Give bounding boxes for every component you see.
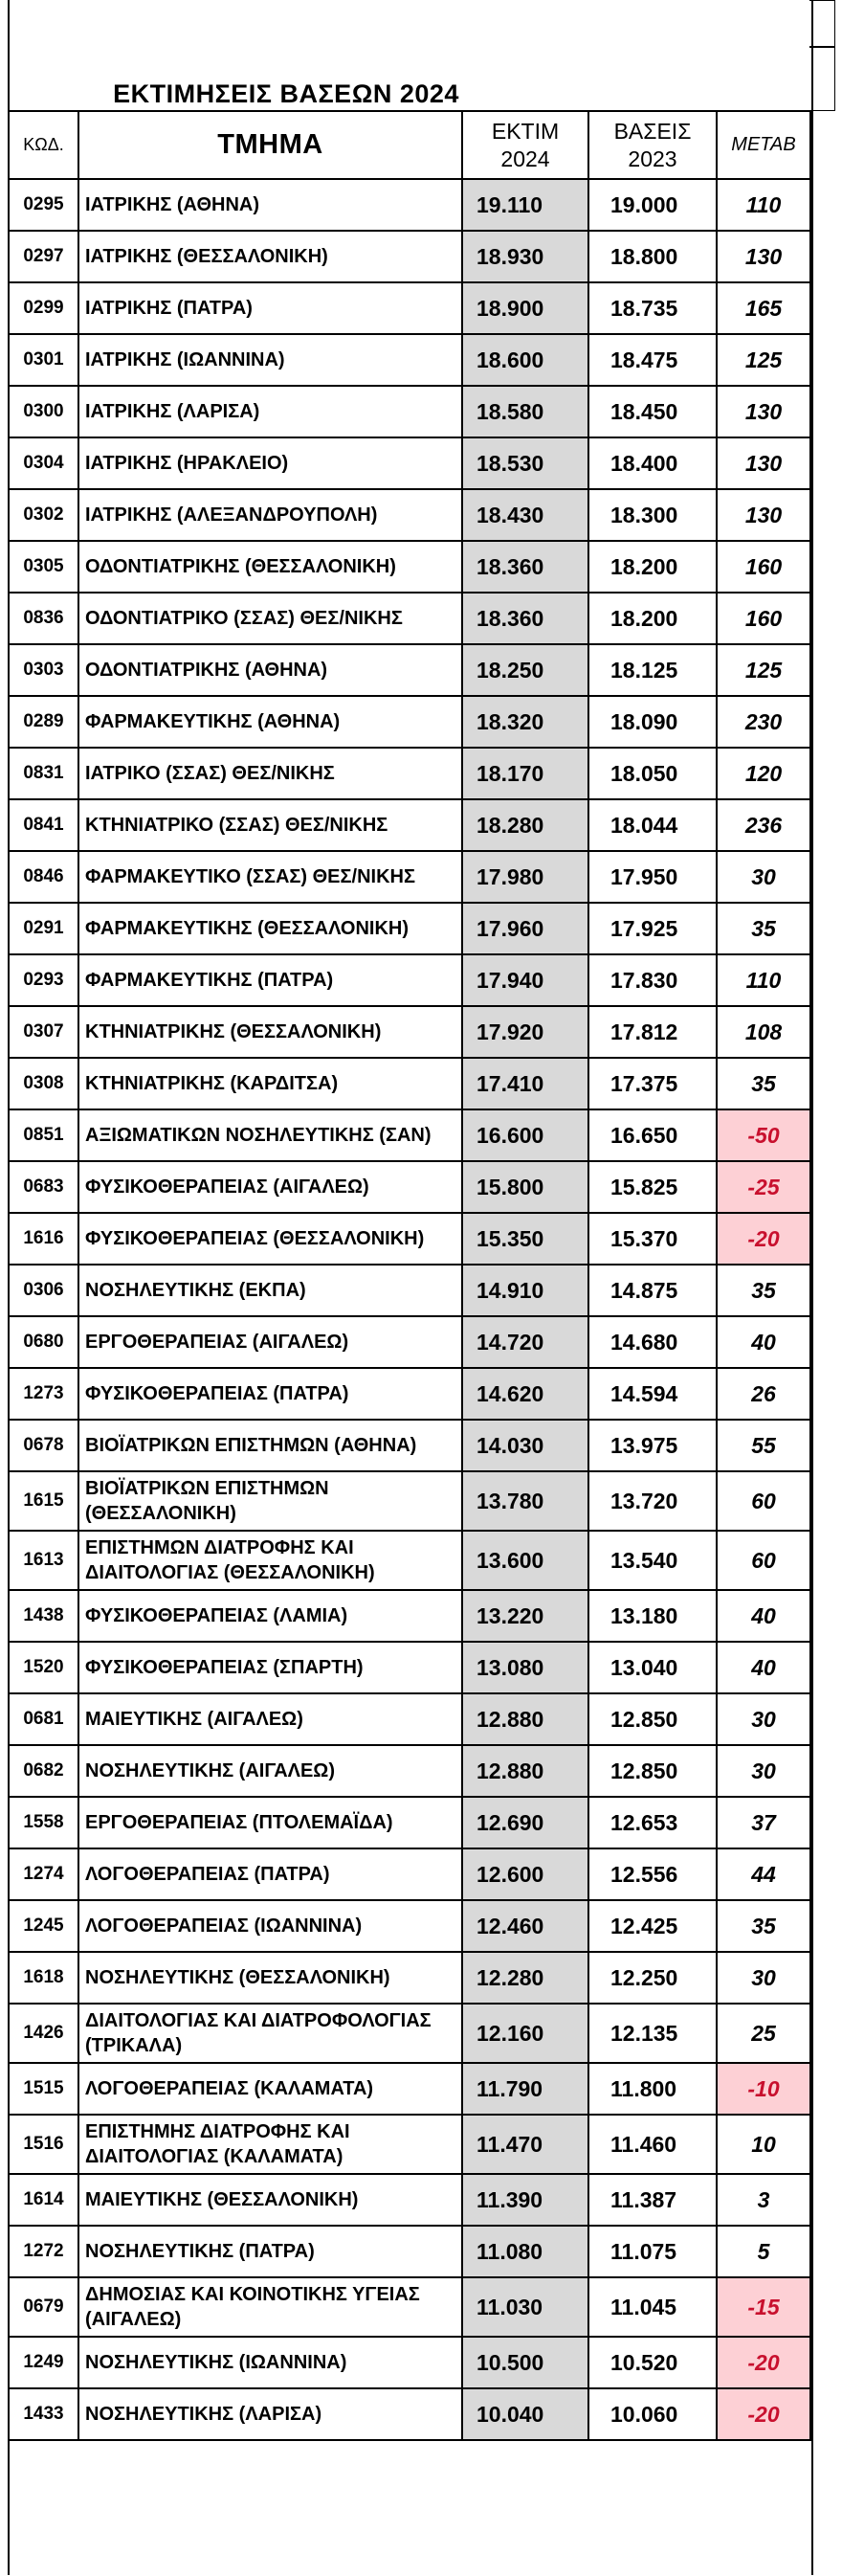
table-row — [9, 1848, 810, 1900]
change-cell: 35 — [717, 903, 810, 954]
base-cell: 11.075 — [588, 2226, 717, 2277]
estimate-cell: 11.390 — [462, 2174, 588, 2226]
change-cell: 30 — [717, 1693, 810, 1745]
page-title: ΕΚΤΙΜΗΣΕΙΣ ΒΑΣΕΩΝ 2024 — [113, 79, 459, 108]
base-cell: 18.044 — [588, 799, 717, 851]
base-cell: 12.653 — [588, 1797, 717, 1848]
base-cell: 15.370 — [588, 1213, 717, 1265]
table-row — [9, 748, 810, 799]
table-row — [9, 1161, 810, 1213]
base-cell: 11.045 — [588, 2277, 717, 2337]
department-cell: ΔΙΑΙΤΟΛΟΓΙΑΣ ΚΑΙ ΔΙΑΤΡΟΦΟΛΟΓΙΑΣ (ΤΡΙΚΑΛΑ) — [78, 2004, 462, 2063]
department-cell: ΝΟΣΗΛΕΥΤΙΚΗΣ (ΑΙΓΑΛΕΩ) — [78, 1745, 462, 1797]
code-cell: 0302 — [9, 489, 78, 541]
department-cell: ΦΑΡΜΑΚΕΥΤΙΚΗΣ (ΘΕΣΣΑΛΟΝΙΚΗ) — [78, 903, 462, 954]
table-row — [9, 2337, 810, 2388]
header-estimate — [462, 111, 588, 179]
department-cell: ΚΤΗΝΙΑΤΡΙΚΟ (ΣΣΑΣ) ΘΕΣ/ΝΙΚΗΣ — [78, 799, 462, 851]
estimate-cell: 13.780 — [462, 1471, 588, 1531]
change-cell: -20 — [717, 2337, 810, 2388]
code-cell: 0306 — [9, 1265, 78, 1316]
header-bases-line1: ΒΑΣΕΙΣ — [613, 118, 692, 144]
table-row — [9, 1471, 810, 1531]
base-cell: 18.050 — [588, 748, 717, 799]
code-cell: 0680 — [9, 1316, 78, 1368]
code-cell: 0300 — [9, 386, 78, 437]
change-cell: 26 — [717, 1368, 810, 1420]
change-cell: -50 — [717, 1109, 810, 1161]
base-cell: 13.720 — [588, 1471, 717, 1531]
change-cell: 60 — [717, 1471, 810, 1531]
table-row — [9, 2388, 810, 2440]
code-cell: 1272 — [9, 2226, 78, 2277]
change-cell: 110 — [717, 179, 810, 231]
estimate-cell: 18.900 — [462, 282, 588, 334]
code-cell: 0308 — [9, 1058, 78, 1109]
base-cell: 10.060 — [588, 2388, 717, 2440]
base-cell: 18.475 — [588, 334, 717, 386]
estimate-cell: 18.530 — [462, 437, 588, 489]
department-cell: ΙΑΤΡΙΚΗΣ (ΗΡΑΚΛΕΙΟ) — [78, 437, 462, 489]
department-cell: ΟΔΟΝΤΙΑΤΡΙΚΟ (ΣΣΑΣ) ΘΕΣ/ΝΙΚΗΣ — [78, 593, 462, 644]
change-cell: 125 — [717, 644, 810, 696]
code-cell: 0304 — [9, 437, 78, 489]
change-cell: 130 — [717, 437, 810, 489]
table-row — [9, 1531, 810, 1590]
base-cell: 12.135 — [588, 2004, 717, 2063]
change-cell: 40 — [717, 1316, 810, 1368]
code-cell: 1426 — [9, 2004, 78, 2063]
estimate-cell: 18.360 — [462, 541, 588, 593]
code-cell: 0301 — [9, 334, 78, 386]
department-cell: ΙΑΤΡΙΚΗΣ (ΛΑΡΙΣΑ) — [78, 386, 462, 437]
estimate-cell: 17.920 — [462, 1006, 588, 1058]
table-row — [9, 1213, 810, 1265]
estimate-cell: 17.960 — [462, 903, 588, 954]
table-row — [9, 489, 810, 541]
code-cell: 1520 — [9, 1642, 78, 1693]
base-cell: 11.387 — [588, 2174, 717, 2226]
estimate-cell: 16.600 — [462, 1109, 588, 1161]
estimate-cell: 11.030 — [462, 2277, 588, 2337]
code-cell: 1614 — [9, 2174, 78, 2226]
table-row — [9, 1316, 810, 1368]
header-estimate-line2: 2024 — [500, 146, 550, 171]
change-cell: 30 — [717, 851, 810, 903]
code-cell: 0682 — [9, 1745, 78, 1797]
department-cell: ΙΑΤΡΙΚΗΣ (ΑΛΕΞΑΝΔΡΟΥΠΟΛΗ) — [78, 489, 462, 541]
change-cell: 55 — [717, 1420, 810, 1471]
base-cell: 18.450 — [588, 386, 717, 437]
department-cell: ΕΡΓΟΘΕΡΑΠΕΙΑΣ (ΠΤΟΛΕΜΑΪΔΑ) — [78, 1797, 462, 1848]
code-cell: 0841 — [9, 799, 78, 851]
base-cell: 14.680 — [588, 1316, 717, 1368]
base-cell: 17.830 — [588, 954, 717, 1006]
estimate-cell: 11.470 — [462, 2115, 588, 2174]
estimate-cell: 12.280 — [462, 1952, 588, 2004]
base-cell: 11.800 — [588, 2063, 717, 2115]
department-cell: ΟΔΟΝΤΙΑΤΡΙΚΗΣ (ΑΘΗΝΑ) — [78, 644, 462, 696]
department-cell: ΝΟΣΗΛΕΥΤΙΚΗΣ (ΕΚΠΑ) — [78, 1265, 462, 1316]
estimate-cell: 12.600 — [462, 1848, 588, 1900]
code-cell: 0293 — [9, 954, 78, 1006]
base-cell: 18.400 — [588, 437, 717, 489]
table-row — [9, 334, 810, 386]
code-cell: 0299 — [9, 282, 78, 334]
code-cell: 1613 — [9, 1531, 78, 1590]
table-row — [9, 2277, 810, 2337]
department-cell: ΝΟΣΗΛΕΥΤΙΚΗΣ (ΙΩΑΝΝΙΝΑ) — [78, 2337, 462, 2388]
department-cell: ΜΑΙΕΥΤΙΚΗΣ (ΘΕΣΣΑΛΟΝΙΚΗ) — [78, 2174, 462, 2226]
base-cell: 14.875 — [588, 1265, 717, 1316]
estimate-cell: 18.320 — [462, 696, 588, 748]
header-bases-line2: 2023 — [628, 146, 677, 171]
base-cell: 17.375 — [588, 1058, 717, 1109]
table-row — [9, 2063, 810, 2115]
code-cell: 1274 — [9, 1848, 78, 1900]
table-row — [9, 903, 810, 954]
table-row — [9, 1797, 810, 1848]
table-row — [9, 1900, 810, 1952]
estimate-cell: 10.500 — [462, 2337, 588, 2388]
department-cell: ΕΠΙΣΤΗΜΩΝ ΔΙΑΤΡΟΦΗΣ ΚΑΙ ΔΙΑΙΤΟΛΟΓΙΑΣ (ΘΕΣΣΑΛΟΝΙΚΗ) — [78, 1531, 462, 1590]
estimate-cell: 18.430 — [462, 489, 588, 541]
code-cell: 0303 — [9, 644, 78, 696]
change-cell: 165 — [717, 282, 810, 334]
department-cell: ΕΡΓΟΘΕΡΑΠΕΙΑΣ (ΑΙΓΑΛΕΩ) — [78, 1316, 462, 1368]
base-cell: 14.594 — [588, 1368, 717, 1420]
department-cell: ΙΑΤΡΙΚΗΣ (ΘΕΣΣΑΛΟΝΙΚΗ) — [78, 231, 462, 282]
base-cell: 13.040 — [588, 1642, 717, 1693]
department-cell: ΙΑΤΡΙΚΗΣ (ΠΑΤΡΑ) — [78, 282, 462, 334]
change-cell: -10 — [717, 2063, 810, 2115]
table-row — [9, 231, 810, 282]
estimate-cell: 18.580 — [462, 386, 588, 437]
department-cell: ΝΟΣΗΛΕΥΤΙΚΗΣ (ΠΑΤΡΑ) — [78, 2226, 462, 2277]
code-cell: 0851 — [9, 1109, 78, 1161]
code-cell: 0846 — [9, 851, 78, 903]
estimate-cell: 18.280 — [462, 799, 588, 851]
change-cell: -20 — [717, 1213, 810, 1265]
change-cell: -15 — [717, 2277, 810, 2337]
estimate-cell: 13.080 — [462, 1642, 588, 1693]
table-row — [9, 1420, 810, 1471]
estimate-cell: 18.250 — [462, 644, 588, 696]
estimate-cell: 12.160 — [462, 2004, 588, 2063]
code-cell: 0831 — [9, 748, 78, 799]
department-cell: ΦΥΣΙΚΟΘΕΡΑΠΕΙΑΣ (ΛΑΜΙΑ) — [78, 1590, 462, 1642]
estimate-cell: 18.600 — [462, 334, 588, 386]
base-cell: 18.200 — [588, 593, 717, 644]
estimate-cell: 10.040 — [462, 2388, 588, 2440]
base-cell: 13.540 — [588, 1531, 717, 1590]
change-cell: 130 — [717, 231, 810, 282]
table-row — [9, 593, 810, 644]
code-cell: 0683 — [9, 1161, 78, 1213]
change-cell: 35 — [717, 1900, 810, 1952]
base-cell: 18.090 — [588, 696, 717, 748]
estimate-cell: 19.110 — [462, 179, 588, 231]
table-row — [9, 1006, 810, 1058]
estimates-table — [8, 110, 811, 2441]
estimate-cell: 17.980 — [462, 851, 588, 903]
department-cell: ΦΥΣΙΚΟΘΕΡΑΠΕΙΑΣ (ΑΙΓΑΛΕΩ) — [78, 1161, 462, 1213]
table-row — [9, 954, 810, 1006]
department-cell: ΦΑΡΜΑΚΕΥΤΙΚΗΣ (ΠΑΤΡΑ) — [78, 954, 462, 1006]
header-change: ΜΕΤΑΒ — [717, 111, 810, 179]
table-row — [9, 282, 810, 334]
estimate-cell: 11.080 — [462, 2226, 588, 2277]
department-cell: ΦΥΣΙΚΟΘΕΡΑΠΕΙΑΣ (ΠΑΤΡΑ) — [78, 1368, 462, 1420]
base-cell: 12.556 — [588, 1848, 717, 1900]
base-cell: 18.300 — [588, 489, 717, 541]
estimate-cell: 12.690 — [462, 1797, 588, 1848]
code-cell: 1558 — [9, 1797, 78, 1848]
base-cell: 16.650 — [588, 1109, 717, 1161]
code-cell: 0291 — [9, 903, 78, 954]
department-cell: ΚΤΗΝΙΑΤΡΙΚΗΣ (ΘΕΣΣΑΛΟΝΙΚΗ) — [78, 1006, 462, 1058]
code-cell: 1515 — [9, 2063, 78, 2115]
code-cell: 1618 — [9, 1952, 78, 2004]
code-cell: 1273 — [9, 1368, 78, 1420]
estimate-cell: 11.790 — [462, 2063, 588, 2115]
change-cell: 110 — [717, 954, 810, 1006]
base-cell: 10.520 — [588, 2337, 717, 2388]
department-cell: ΝΟΣΗΛΕΥΤΙΚΗΣ (ΛΑΡΙΣΑ) — [78, 2388, 462, 2440]
department-cell: ΑΞΙΩΜΑΤΙΚΩΝ ΝΟΣΗΛΕΥΤΙΚΗΣ (ΣΑΝ) — [78, 1109, 462, 1161]
department-cell: ΝΟΣΗΛΕΥΤΙΚΗΣ (ΘΕΣΣΑΛΟΝΙΚΗ) — [78, 1952, 462, 2004]
code-cell: 1438 — [9, 1590, 78, 1642]
header-estimate-line1: ΕΚΤΙΜ — [491, 118, 560, 144]
estimate-cell: 17.940 — [462, 954, 588, 1006]
code-cell: 0679 — [9, 2277, 78, 2337]
code-cell: 0289 — [9, 696, 78, 748]
estimate-cell: 17.410 — [462, 1058, 588, 1109]
change-cell: 44 — [717, 1848, 810, 1900]
change-cell: -25 — [717, 1161, 810, 1213]
change-cell: 230 — [717, 696, 810, 748]
table-row — [9, 1642, 810, 1693]
department-cell: ΛΟΓΟΘΕΡΑΠΕΙΑΣ (ΙΩΑΝΝΙΝΑ) — [78, 1900, 462, 1952]
change-cell: 60 — [717, 1531, 810, 1590]
table-row — [9, 644, 810, 696]
base-cell: 18.800 — [588, 231, 717, 282]
department-cell: ΕΠΙΣΤΗΜΗΣ ΔΙΑΤΡΟΦΗΣ ΚΑΙ ΔΙΑΙΤΟΛΟΓΙΑΣ (ΚΑΛΑΜΑΤΑ) — [78, 2115, 462, 2174]
table-row — [9, 1058, 810, 1109]
department-cell: ΙΑΤΡΙΚΗΣ (ΑΘΗΝΑ) — [78, 179, 462, 231]
change-cell: 160 — [717, 593, 810, 644]
change-cell: 35 — [717, 1265, 810, 1316]
change-cell: 5 — [717, 2226, 810, 2277]
code-cell: 0305 — [9, 541, 78, 593]
base-cell: 18.735 — [588, 282, 717, 334]
code-cell: 0297 — [9, 231, 78, 282]
department-cell: ΔΗΜΟΣΙΑΣ ΚΑΙ ΚΟΙΝΟΤΙΚΗΣ ΥΓΕΙΑΣ (ΑΙΓΑΛΕΩ) — [78, 2277, 462, 2337]
table-body — [9, 179, 810, 2440]
change-cell: 120 — [717, 748, 810, 799]
code-cell: 0295 — [9, 179, 78, 231]
estimate-cell: 14.620 — [462, 1368, 588, 1420]
estimate-cell: 12.460 — [462, 1900, 588, 1952]
code-cell: 1615 — [9, 1471, 78, 1531]
change-cell: 30 — [717, 1952, 810, 2004]
base-cell: 15.825 — [588, 1161, 717, 1213]
change-cell: 40 — [717, 1642, 810, 1693]
change-cell: 236 — [717, 799, 810, 851]
table-row — [9, 1745, 810, 1797]
department-cell: ΙΑΤΡΙΚΟ (ΣΣΑΣ) ΘΕΣ/ΝΙΚΗΣ — [78, 748, 462, 799]
table-row — [9, 179, 810, 231]
code-cell: 1249 — [9, 2337, 78, 2388]
table-row — [9, 1693, 810, 1745]
header-code: ΚΩΔ. — [9, 111, 78, 179]
code-cell: 1245 — [9, 1900, 78, 1952]
change-cell: 30 — [717, 1745, 810, 1797]
header-bases — [588, 111, 717, 179]
table-row — [9, 2004, 810, 2063]
code-cell: 1516 — [9, 2115, 78, 2174]
change-cell: -20 — [717, 2388, 810, 2440]
side-cell — [809, 0, 835, 48]
base-cell: 11.460 — [588, 2115, 717, 2174]
base-cell: 12.425 — [588, 1900, 717, 1952]
code-cell: 0678 — [9, 1420, 78, 1471]
table-row — [9, 799, 810, 851]
code-cell: 0307 — [9, 1006, 78, 1058]
table-row — [9, 851, 810, 903]
table-row — [9, 2115, 810, 2174]
change-cell: 130 — [717, 489, 810, 541]
department-cell: ΟΔΟΝΤΙΑΤΡΙΚΗΣ (ΘΕΣΣΑΛΟΝΙΚΗ) — [78, 541, 462, 593]
change-cell: 25 — [717, 2004, 810, 2063]
table-row — [9, 2174, 810, 2226]
department-cell: ΛΟΓΟΘΕΡΑΠΕΙΑΣ (ΚΑΛΑΜΑΤΑ) — [78, 2063, 462, 2115]
table-row — [9, 437, 810, 489]
estimate-cell: 15.800 — [462, 1161, 588, 1213]
estimate-cell: 18.170 — [462, 748, 588, 799]
code-cell: 1433 — [9, 2388, 78, 2440]
base-cell: 12.850 — [588, 1745, 717, 1797]
estimate-cell: 14.030 — [462, 1420, 588, 1471]
estimate-cell: 14.720 — [462, 1316, 588, 1368]
department-cell: ΒΙΟΪΑΤΡΙΚΩΝ ΕΠΙΣΤΗΜΩΝ (ΘΕΣΣΑΛΟΝΙΚΗ) — [78, 1471, 462, 1531]
change-cell: 125 — [717, 334, 810, 386]
base-cell: 13.180 — [588, 1590, 717, 1642]
estimate-cell: 13.220 — [462, 1590, 588, 1642]
base-cell: 19.000 — [588, 179, 717, 231]
estimate-cell: 14.910 — [462, 1265, 588, 1316]
department-cell: ΛΟΓΟΘΕΡΑΠΕΙΑΣ (ΠΑΤΡΑ) — [78, 1848, 462, 1900]
department-cell: ΙΑΤΡΙΚΗΣ (ΙΩΑΝΝΙΝΑ) — [78, 334, 462, 386]
table-row — [9, 1590, 810, 1642]
table-row — [9, 1952, 810, 2004]
table-row — [9, 386, 810, 437]
estimate-cell: 12.880 — [462, 1745, 588, 1797]
change-cell: 10 — [717, 2115, 810, 2174]
table-row — [9, 1109, 810, 1161]
estimate-cell: 18.360 — [462, 593, 588, 644]
estimate-cell: 15.350 — [462, 1213, 588, 1265]
department-cell: ΦΑΡΜΑΚΕΥΤΙΚΟ (ΣΣΑΣ) ΘΕΣ/ΝΙΚΗΣ — [78, 851, 462, 903]
department-cell: ΜΑΙΕΥΤΙΚΗΣ (ΑΙΓΑΛΕΩ) — [78, 1693, 462, 1745]
code-cell: 1616 — [9, 1213, 78, 1265]
department-cell: ΦΥΣΙΚΟΘΕΡΑΠΕΙΑΣ (ΣΠΑΡΤΗ) — [78, 1642, 462, 1693]
table-row — [9, 1265, 810, 1316]
estimate-cell: 18.930 — [462, 231, 588, 282]
base-cell: 12.850 — [588, 1693, 717, 1745]
department-cell: ΒΙΟΪΑΤΡΙΚΩΝ ΕΠΙΣΤΗΜΩΝ (ΑΘΗΝΑ) — [78, 1420, 462, 1471]
change-cell: 40 — [717, 1590, 810, 1642]
estimate-cell: 13.600 — [462, 1531, 588, 1590]
base-cell: 17.925 — [588, 903, 717, 954]
header-department: ΤΜΗΜΑ — [78, 111, 462, 179]
change-cell: 160 — [717, 541, 810, 593]
table-row — [9, 2226, 810, 2277]
estimate-cell: 12.880 — [462, 1693, 588, 1745]
department-cell: ΦΑΡΜΑΚΕΥΤΙΚΗΣ (ΑΘΗΝΑ) — [78, 696, 462, 748]
base-cell: 13.975 — [588, 1420, 717, 1471]
table-row — [9, 1368, 810, 1420]
change-cell: 37 — [717, 1797, 810, 1848]
base-cell: 18.125 — [588, 644, 717, 696]
change-cell: 130 — [717, 386, 810, 437]
table-row — [9, 696, 810, 748]
base-cell: 17.950 — [588, 851, 717, 903]
base-cell: 18.200 — [588, 541, 717, 593]
department-cell: ΦΥΣΙΚΟΘΕΡΑΠΕΙΑΣ (ΘΕΣΣΑΛΟΝΙΚΗ) — [78, 1213, 462, 1265]
base-cell: 12.250 — [588, 1952, 717, 2004]
side-cell — [809, 46, 835, 111]
change-cell: 35 — [717, 1058, 810, 1109]
department-cell: ΚΤΗΝΙΑΤΡΙΚΗΣ (ΚΑΡΔΙΤΣΑ) — [78, 1058, 462, 1109]
change-cell: 3 — [717, 2174, 810, 2226]
code-cell: 0836 — [9, 593, 78, 644]
table-row — [9, 541, 810, 593]
change-cell: 108 — [717, 1006, 810, 1058]
base-cell: 17.812 — [588, 1006, 717, 1058]
code-cell: 0681 — [9, 1693, 78, 1745]
